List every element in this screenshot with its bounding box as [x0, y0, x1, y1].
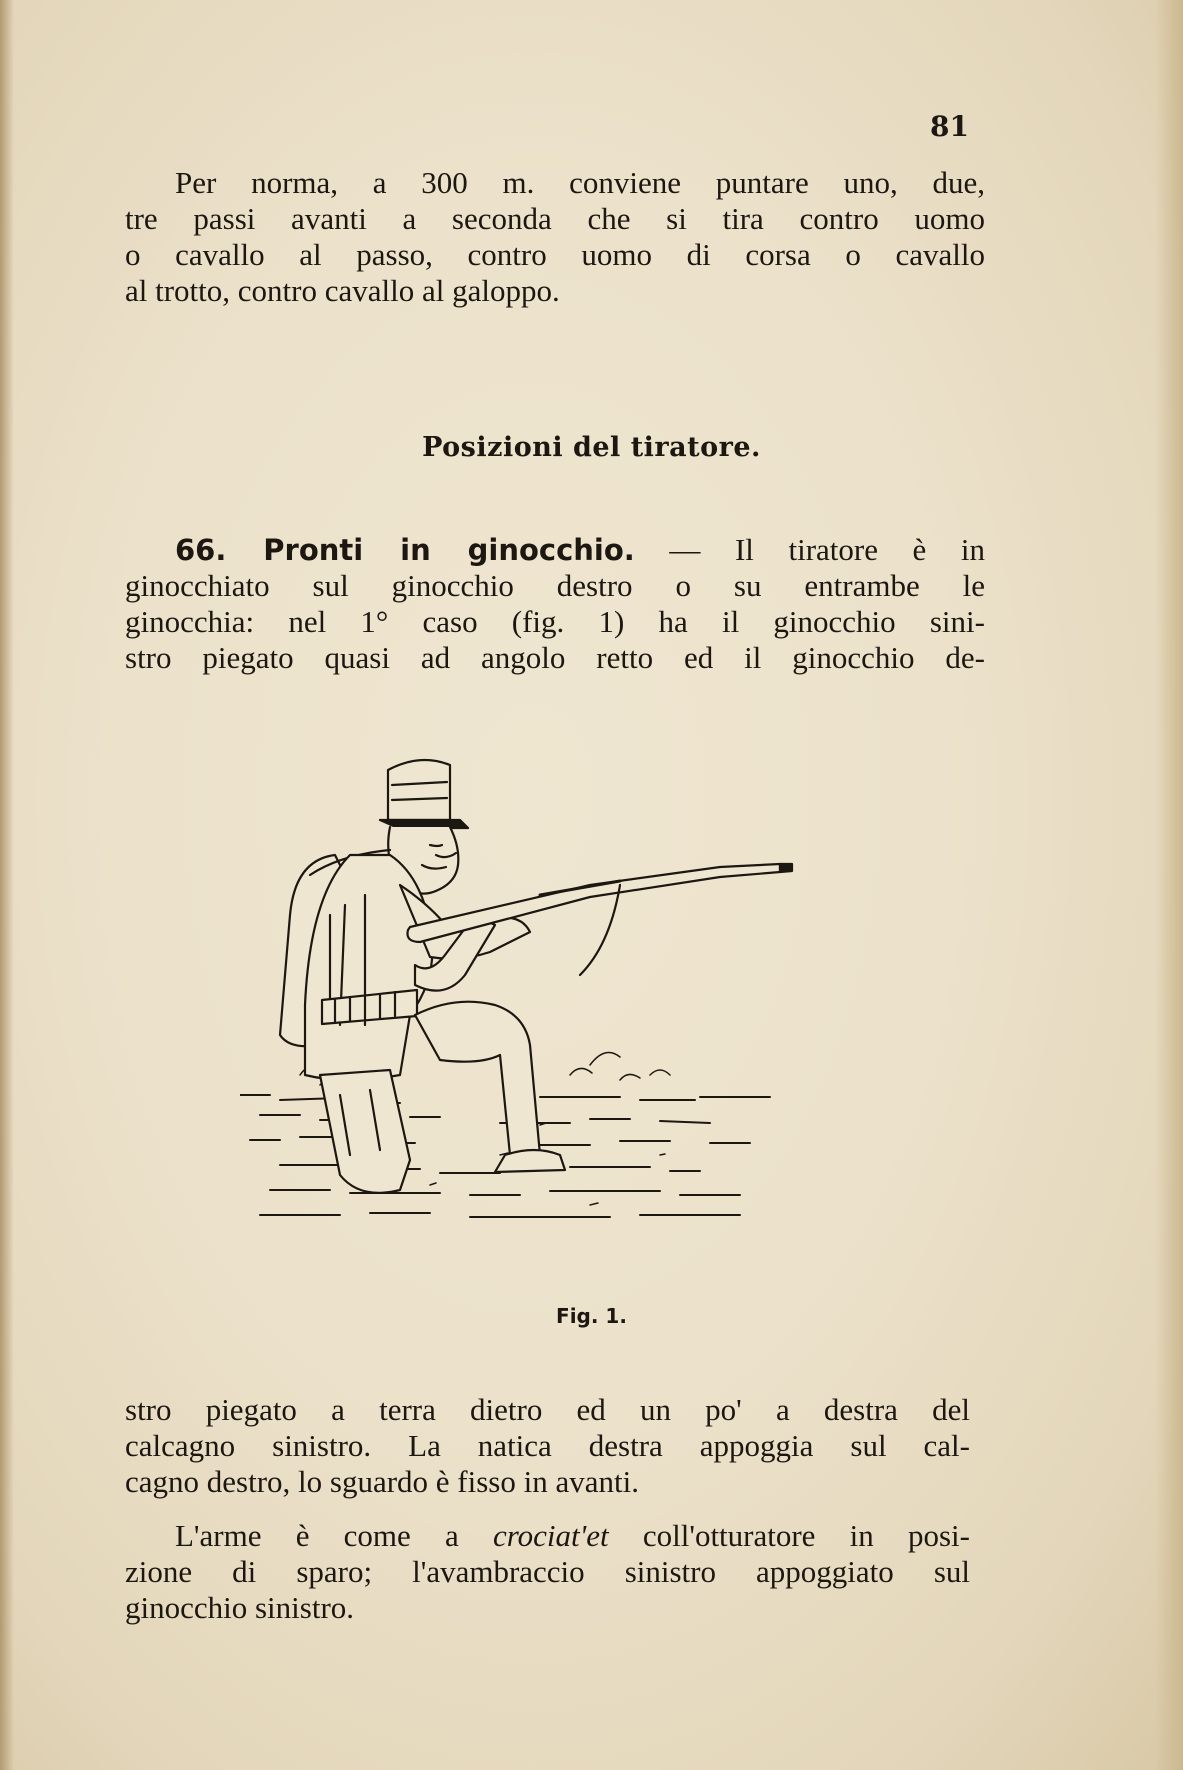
- paragraph-line: tre passi avanti a seconda che si tira contro uomo: [125, 201, 985, 236]
- paragraph-weapon-position: [125, 1518, 970, 1626]
- paragraph-aiming-rule: [125, 165, 985, 309]
- paragraph-line: zione di sparo; l'avambraccio sinistro appoggiato sul: [125, 1554, 970, 1589]
- paragraph-line: [125, 532, 985, 568]
- page-number: 81: [930, 110, 969, 143]
- paragraph-italic-term: crociat'et: [492, 1518, 609, 1553]
- paragraph-line-rest: — Il tiratore è in: [634, 532, 986, 567]
- paragraph-line: ginocchiato sul ginocchio destro o su entrambe le: [125, 568, 985, 603]
- paragraph-kneeling-position: [125, 532, 985, 676]
- paragraph-line: [125, 1518, 970, 1554]
- paragraph-line: o cavallo al passo, contro uomo di corsa o cavallo: [125, 237, 985, 272]
- paragraph-line: stro piegato a terra dietro ed un po' a destra del: [125, 1392, 970, 1427]
- paragraph-line: al trotto, contro cavallo al galoppo.: [125, 273, 560, 308]
- paragraph-line: Per norma, a 300 m. conviene puntare uno, due,: [175, 165, 985, 200]
- paragraph-lead: 66. Pronti in ginocchio.: [175, 533, 635, 567]
- page-edge-right: [1155, 0, 1183, 1770]
- section-heading: Posizioni del tiratore.: [422, 432, 761, 463]
- paragraph-line: ginocchia: nel 1° caso (fig. 1) ha il ginocchio sini-: [125, 604, 985, 639]
- kneeling-soldier-illustration: [240, 745, 840, 1265]
- paragraph-line: calcagno sinistro. La natica destra appoggia sul cal-: [125, 1428, 970, 1463]
- paragraph-line: stro piegato quasi ad angolo retto ed il ginocchio de-: [125, 640, 985, 675]
- paragraph-kneeling-continued: [125, 1392, 970, 1500]
- page-edge-left: [0, 0, 14, 1770]
- paragraph-line: cagno destro, lo sguardo è fisso in avanti.: [125, 1464, 639, 1499]
- figure-caption: Fig. 1.: [556, 1304, 627, 1328]
- paragraph-line-end: coll'otturatore in posi-: [608, 1518, 970, 1553]
- paragraph-line: ginocchio sinistro.: [125, 1590, 355, 1625]
- paragraph-line-start: L'arme è come a: [175, 1518, 493, 1553]
